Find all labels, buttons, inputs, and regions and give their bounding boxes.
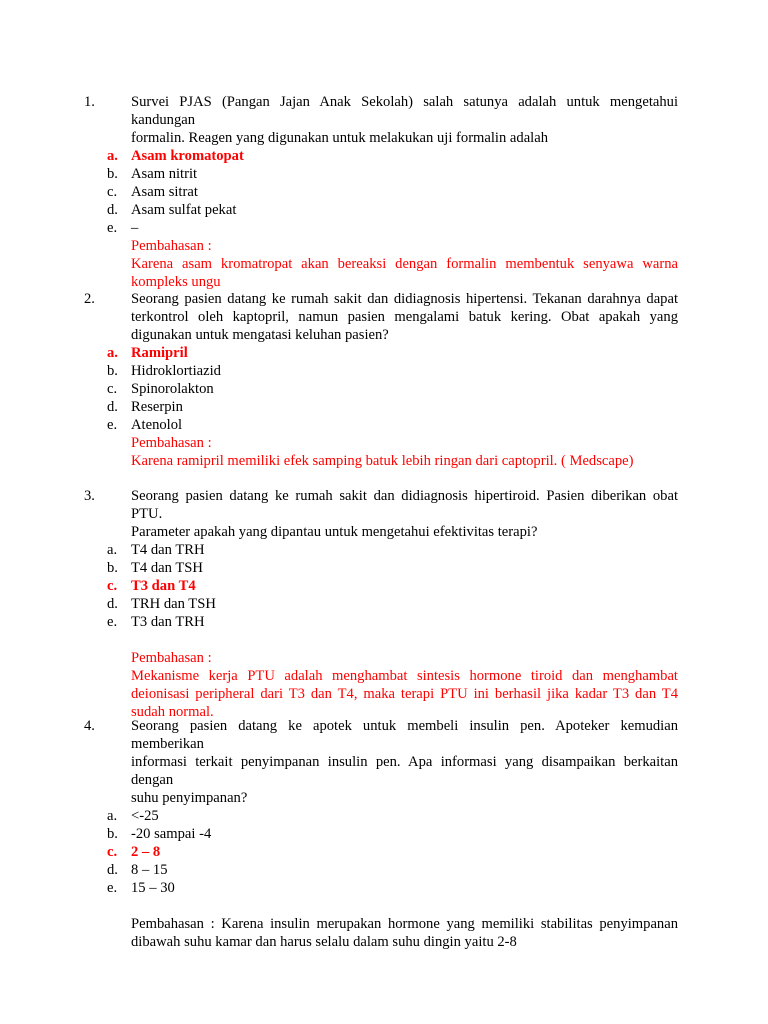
question-4	[84, 717, 678, 951]
question-text	[131, 290, 678, 344]
explanation	[131, 237, 678, 291]
option-letter: b.	[107, 363, 118, 379]
question-line: Survei PJAS (Pangan Jajan Anak Sekolah) salah satunya adalah untuk mengetahui kandungan	[131, 94, 678, 128]
option-letter: c.	[107, 844, 118, 860]
option-text: T4 dan TSH	[131, 560, 203, 576]
question-line: Seorang pasien datang ke apotek untuk membeli insulin pen. Apoteker kemudian memberikan	[131, 718, 678, 752]
option-letter: a.	[107, 148, 118, 164]
option-letter: c.	[107, 578, 118, 594]
explanation-line: deionisasi peripheral dari T3 dan T4, maka terapi PTU ini berhasil jika kadar T3 dan T4	[131, 686, 678, 702]
option-c	[84, 183, 678, 201]
explanation-title: Pembahasan :	[131, 650, 212, 666]
explanation-line: sudah normal.	[131, 704, 214, 720]
option-d	[84, 595, 678, 613]
option-letter: b.	[107, 560, 118, 576]
option-b	[84, 559, 678, 577]
option-letter: d.	[107, 862, 118, 878]
option-text: TRH dan TSH	[131, 596, 216, 612]
question-line: digunakan untuk mengatasi keluhan pasien?	[131, 327, 389, 343]
option-letter: d.	[107, 202, 118, 218]
explanation-line: Pembahasan : Karena insulin merupakan hormone yang memiliki stabilitas penyimpanan	[131, 916, 678, 932]
option-c	[84, 380, 678, 398]
spacer	[84, 897, 678, 915]
option-letter: b.	[107, 166, 118, 182]
question-2	[84, 290, 678, 470]
option-letter: d.	[107, 399, 118, 415]
explanation-line: Mekanisme kerja PTU adalah menghambat sintesis hormone tiroid dan menghambat	[131, 668, 678, 684]
option-text: T3 dan TRH	[131, 614, 205, 630]
option-text: Asam sitrat	[131, 184, 198, 200]
option-text: 2 – 8	[131, 844, 161, 860]
option-letter: c.	[107, 381, 118, 397]
option-letter: e.	[107, 417, 118, 433]
question-line: Seorang pasien datang ke rumah sakit dan didiagnosis hipertiroid. Pasien diberikan obat PTU.	[131, 488, 678, 522]
option-text: -20 sampai -4	[131, 826, 212, 842]
option-a	[84, 147, 678, 165]
option-text: Spinorolakton	[131, 381, 214, 397]
option-letter: b.	[107, 826, 118, 842]
explanation	[131, 434, 678, 470]
option-letter: a.	[107, 345, 118, 361]
explanation-line: kompleks ungu	[131, 274, 221, 290]
question-number: 1.	[84, 94, 95, 110]
option-text: Ramipril	[131, 345, 188, 361]
option-text: T3 dan T4	[131, 578, 196, 594]
question-line: formalin. Reagen yang digunakan untuk melakukan uji formalin adalah	[131, 130, 549, 146]
explanation	[131, 649, 678, 721]
option-b	[84, 825, 678, 843]
option-text: Asam nitrit	[131, 166, 198, 182]
question-number: 4.	[84, 718, 95, 734]
option-letter: e.	[107, 220, 118, 236]
option-text: Reserpin	[131, 399, 183, 415]
option-c	[84, 843, 678, 861]
option-e	[84, 879, 678, 897]
option-e	[84, 613, 678, 631]
question-text	[131, 487, 678, 541]
option-text: Asam sulfat pekat	[131, 202, 237, 218]
option-b	[84, 165, 678, 183]
explanation-line: Karena asam kromatropat akan bereaksi dengan formalin membentuk senyawa warna	[131, 256, 678, 272]
option-d	[84, 861, 678, 879]
option-text: 8 – 15	[131, 862, 168, 878]
option-text: 15 – 30	[131, 880, 175, 896]
option-text: Asam kromatopat	[131, 148, 244, 164]
explanation	[131, 915, 678, 951]
option-d	[84, 398, 678, 416]
question-line: Seorang pasien datang ke rumah sakit dan didiagnosis hipertensi. Tekanan darahnya dapat	[131, 291, 678, 307]
explanation-line: Karena ramipril memiliki efek samping batuk lebih ringan dari captopril. ( Medscape)	[131, 453, 634, 469]
option-letter: c.	[107, 184, 118, 200]
question-text	[131, 93, 678, 147]
question-3	[84, 487, 678, 721]
option-letter: a.	[107, 808, 118, 824]
question-number: 2.	[84, 291, 95, 307]
option-a	[84, 807, 678, 825]
option-d	[84, 201, 678, 219]
question-text	[131, 717, 678, 807]
option-letter: d.	[107, 596, 118, 612]
question-line: Parameter apakah yang dipantau untuk mengetahui efektivitas terapi?	[131, 524, 538, 540]
option-b	[84, 362, 678, 380]
explanation-title: Pembahasan :	[131, 435, 212, 451]
option-letter: e.	[107, 614, 118, 630]
question-number: 3.	[84, 488, 95, 504]
question-line: informasi terkait penyimpanan insulin pen. Apa informasi yang disampaikan berkaitan dengan	[131, 754, 678, 788]
spacer	[84, 631, 678, 649]
question-1	[84, 93, 678, 291]
option-e	[84, 219, 678, 237]
option-text: <-25	[131, 808, 159, 824]
explanation-title: Pembahasan :	[131, 238, 212, 254]
option-letter: a.	[107, 542, 118, 558]
option-letter: e.	[107, 880, 118, 896]
question-line: suhu penyimpanan?	[131, 790, 248, 806]
option-e	[84, 416, 678, 434]
question-line: terkontrol oleh kaptopril, namun pasien mengalami batuk kering. Obat apakah yang	[131, 309, 678, 325]
explanation-line: dibawah suhu kamar dan harus selalu dalam suhu dingin yaitu 2-8	[131, 934, 517, 950]
option-text: –	[131, 220, 139, 236]
option-text: Atenolol	[131, 417, 183, 433]
option-text: Hidroklortiazid	[131, 363, 221, 379]
option-a	[84, 541, 678, 559]
option-c	[84, 577, 678, 595]
option-text: T4 dan TRH	[131, 542, 205, 558]
option-a	[84, 344, 678, 362]
